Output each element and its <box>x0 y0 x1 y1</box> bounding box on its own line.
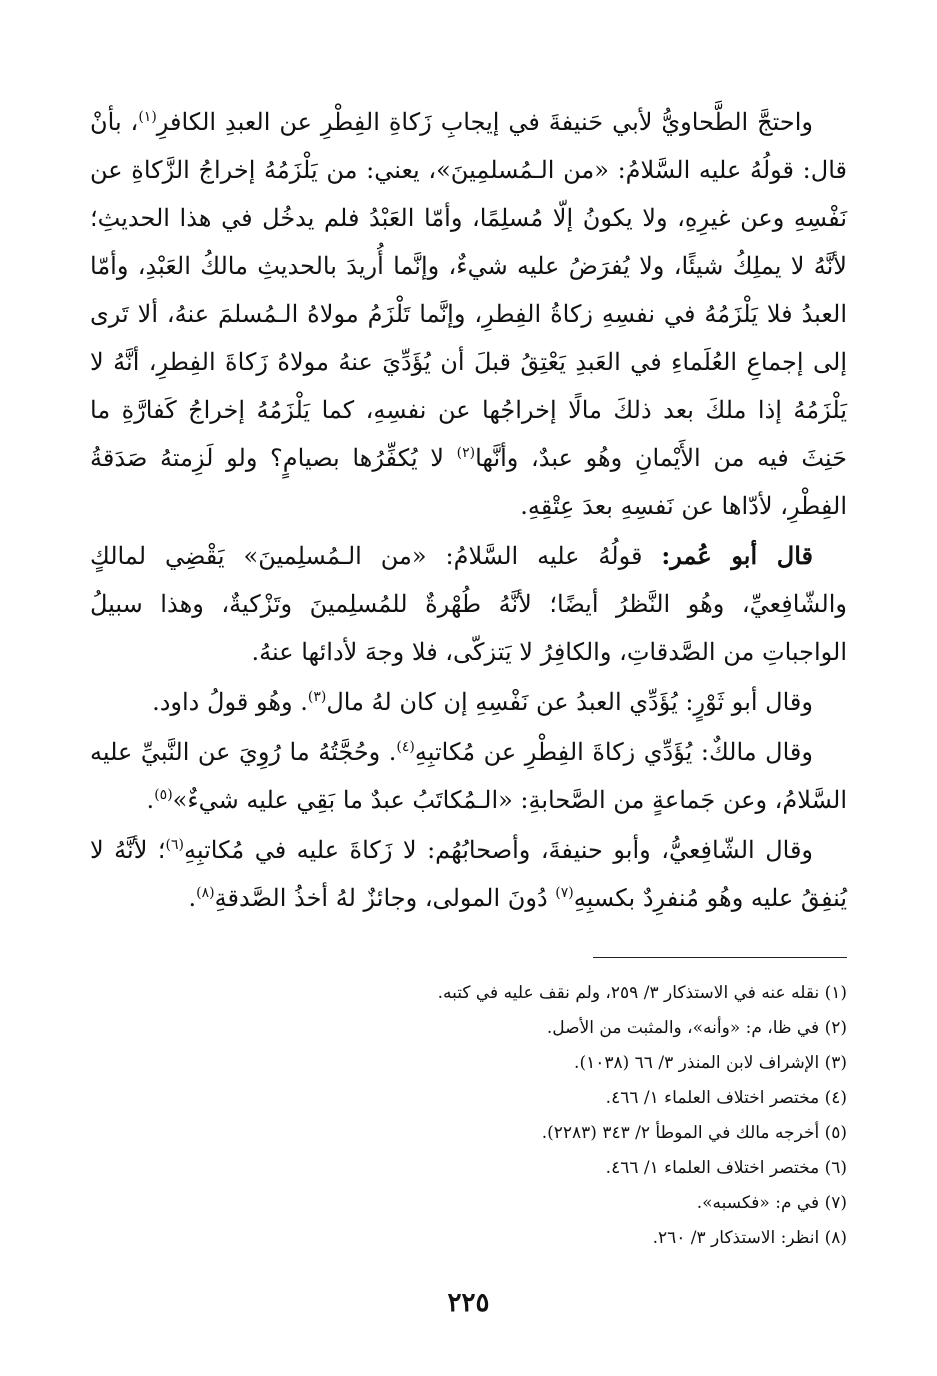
paragraph-text: . <box>146 786 155 814</box>
footnote-5: (٥) أخرجه مالك في الموطأ ٢/ ٣٤٣ (٢٢٨٣). <box>541 1123 847 1143</box>
paragraph-text: لا يُكفِّرُها بصيامٍ؟ ولو لَزِمتهُ صَدَقةُ الفِطْرِ، لأدّاها عن نَفسِهِ بعدَ عِتْقِهِ. <box>90 444 847 520</box>
paragraph-text: قولُهُ عليه السَّلامُ: «من الـمُسلِمينَ» يَقْضِي لمالكٍ والشّافِعيِّ، وهُو النَّظرُ أيضًا؛ لأنَّهُ طُهْرةٌ للمُسلِمينَ وتَزْكيةٌ، وهذا سبيلُ الواجباتِ من الصَّدقاتِ، والكافِرُ لا يَتزكّى، فلا وجهَ لأدائها عنهُ. <box>90 542 847 666</box>
footnote-ref-7[interactable]: (٧) <box>555 885 574 901</box>
paragraph-text: دُونَ المولى، وجائزٌ لهُ أخذُ الصَّدقةِ <box>214 884 556 912</box>
footnote-6: (٦) مختصر اختلاف العلماء ١/ ٤٦٦. <box>605 1158 847 1178</box>
paragraph-malik <box>90 728 847 824</box>
paragraph-text: . <box>188 884 197 912</box>
paragraph-shafii <box>90 826 847 922</box>
paragraph-abu-umar <box>90 532 847 676</box>
paragraph-text: وقال أبو ثَوْرٍ: يُؤَدِّي العبدُ عن نَفْسِهِ إن كان لهُ مال <box>326 688 813 716</box>
paragraph-lead: قال أبو عُمر: <box>661 541 814 570</box>
footnotes <box>90 976 847 1256</box>
paragraph-abu-thawr <box>90 678 847 726</box>
paragraph-text: . وهُو قولُ داود. <box>152 688 308 716</box>
footnote-4: (٤) مختصر اختلاف العلماء ١/ ٤٦٦. <box>605 1088 847 1108</box>
page-number: ٢٢٥ <box>447 1288 490 1318</box>
paragraph-text: ؛ لأنَّهُ لا يُنفِقُ عليه وهُو مُنفرِدٌ بكسبِهِ <box>90 836 847 912</box>
paragraph-text: . وحُجَّتُهُ ما رُوِيَ عن النَّبيِّ عليه السَّلامُ، وعن جَماعةٍ من الصَّحابةِ: «الـمُكاتَبُ عبدٌ ما بَقِي عليه شيءٌ» <box>90 738 847 814</box>
footnote-ref-6[interactable]: (٦) <box>165 837 184 853</box>
footnote-3: (٣) الإشراف لابن المنذر ٣/ ٦٦ (١٠٣٨). <box>574 1053 847 1073</box>
footnote-2: (٢) في ظا، م: «وأنه»، والمثبت من الأصل. <box>546 1018 847 1038</box>
paragraph-text: وقال مالكٌ: يُؤَدِّي زكاةَ الفِطْرِ عن مُكاتبِهِ <box>414 738 813 766</box>
footnote-8: (٨) انظر: الاستذكار ٣/ ٢٦٠. <box>652 1228 847 1248</box>
paragraph-text: وقال الشّافِعيُّ، وأبو حنيفةَ، وأصحابُهُم: لا زَكاةَ عليه في مُكاتبِهِ <box>184 836 814 864</box>
footnote-ref-5[interactable]: (٥) <box>154 787 173 803</box>
footnote-ref-2[interactable]: (٢) <box>456 445 476 461</box>
footnote-7: (٧) في م: «فكسبه». <box>696 1193 847 1213</box>
main-text <box>90 98 847 922</box>
paragraph-text: واحتجَّ الطَّحاويُّ لأبي حَنيفةَ في إيجابِ زَكاةِ الفِطْرِ عن العبدِ الكافرِ <box>156 108 813 136</box>
footnote-ref-1[interactable]: (١) <box>138 109 157 125</box>
paragraph-text: ، بأنْ قال: قولُهُ عليه السَّلامُ: «من الـمُسلمِينَ»، يعني: من يَلْزَمُهُ إخراجُ الزَّكاةِ عن نَفْسِهِ وعن غيرِهِ، ولا يكونُ إلّا مُسلِمًا، وأمّا العَبْدُ فلم يدخُل في هذا الحديثِ؛ لأنَّهُ لا يملِكُ شيئًا، ولا يُفرَضُ عليه شيءٌ، وإنَّما أُريدَ بالحديثِ مالكُ العَبْدِ، وأمّا العبدُ فلا يَلْزَمُهُ في نفسِهِ زكاةُ الفِطرِ، وإنَّما تَلْزَمُ مولاهُ الـمُسلمَ عنهُ، ألا تَرى إلى إجماعِ العُلَماءِ في العَبدِ يَعْتِقُ قبلَ أن يُؤَدِّيَ عنهُ مولاهُ زَكاةَ الفِطرِ، أنَّهُ لا يَلْزَمُهُ إذا ملكَ بعد ذلكَ مالًا إخراجُها عن نفسِهِ، كما يَلْزَمُهُ إخراجُ كَفارَّةِ ما حَنِثَ فيه من الأَيْمانِ وهُو عبدٌ، وأنَّها <box>90 108 848 472</box>
footnote-divider <box>593 957 847 958</box>
footnote-ref-3[interactable]: (٣) <box>307 689 327 705</box>
footnote-1: (١) نقله عنه في الاستذكار ٣/ ٢٥٩، ولم نقف عليه في كتبه. <box>437 983 847 1003</box>
paragraph-tahawi <box>90 98 847 530</box>
footnote-ref-4[interactable]: (٤) <box>396 739 415 755</box>
footnote-ref-8[interactable]: (٨) <box>196 885 215 901</box>
